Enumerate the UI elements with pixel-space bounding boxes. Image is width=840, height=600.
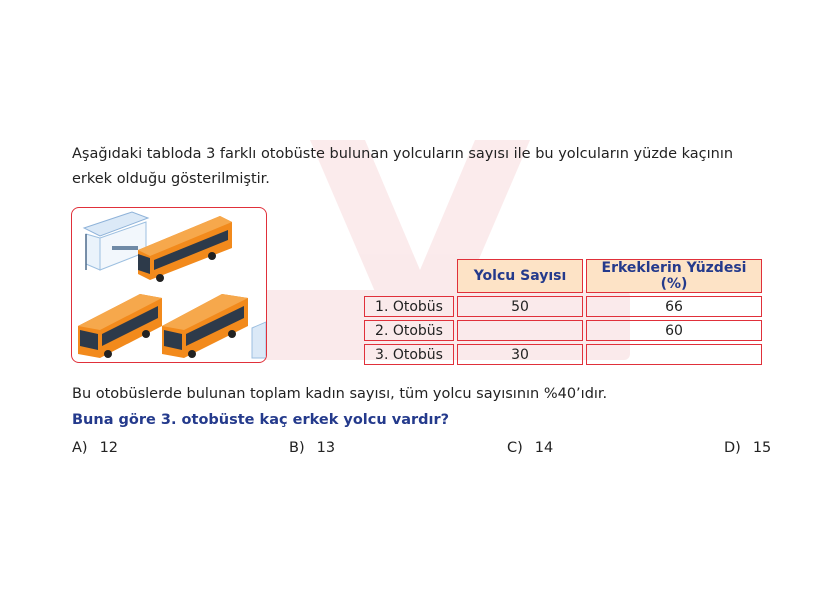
bus-icon [138,216,232,282]
intro-text: Aşağıdaki tabloda 3 farklı otobüste bulunan yolcuların sayısı ile bu yolcuların yüzde kaçının erkek olduğu gösterilmiştir. [72,146,734,187]
bus-illustration [71,207,267,363]
option-letter: B) [289,440,305,456]
table-row [364,320,762,341]
table-header-row [364,259,762,293]
option-a[interactable] [72,440,118,456]
option-letter: C) [507,440,523,456]
option-value: 14 [534,440,554,456]
male-percent-cell [586,344,762,365]
table-corner-cell [364,259,454,293]
option-value: 13 [316,440,336,456]
table-row [364,344,762,365]
bus-icon [162,294,248,358]
male-percent-cell: 60 [586,320,762,341]
passengers-cell [457,320,583,341]
passengers-cell: 30 [457,344,583,365]
row-label: 3. Otobüs [364,344,454,365]
bus-icon [78,294,162,358]
option-letter: A) [72,440,88,456]
option-value: 15 [752,440,772,456]
option-letter: D) [724,440,741,456]
option-value: 12 [99,440,119,456]
option-d[interactable] [724,440,771,456]
option-c[interactable] [507,440,553,456]
option-b[interactable] [289,440,335,456]
table-row [364,296,762,317]
question-text: Buna göre 3. otobüste kaç erkek yolcu vardır? [72,412,450,428]
row-label: 2. Otobüs [364,320,454,341]
passengers-cell: 50 [457,296,583,317]
note-text: Bu otobüslerde bulunan toplam kadın sayısı, tüm yolcu sayısının %40’ıdır. [72,386,608,402]
male-percent-cell: 66 [586,296,762,317]
row-label: 1. Otobüs [364,296,454,317]
column-header-passengers: Yolcu Sayısı [457,259,583,293]
passenger-table [361,256,765,368]
column-header-male-percent: Erkeklerin Yüzdesi (%) [586,259,762,293]
